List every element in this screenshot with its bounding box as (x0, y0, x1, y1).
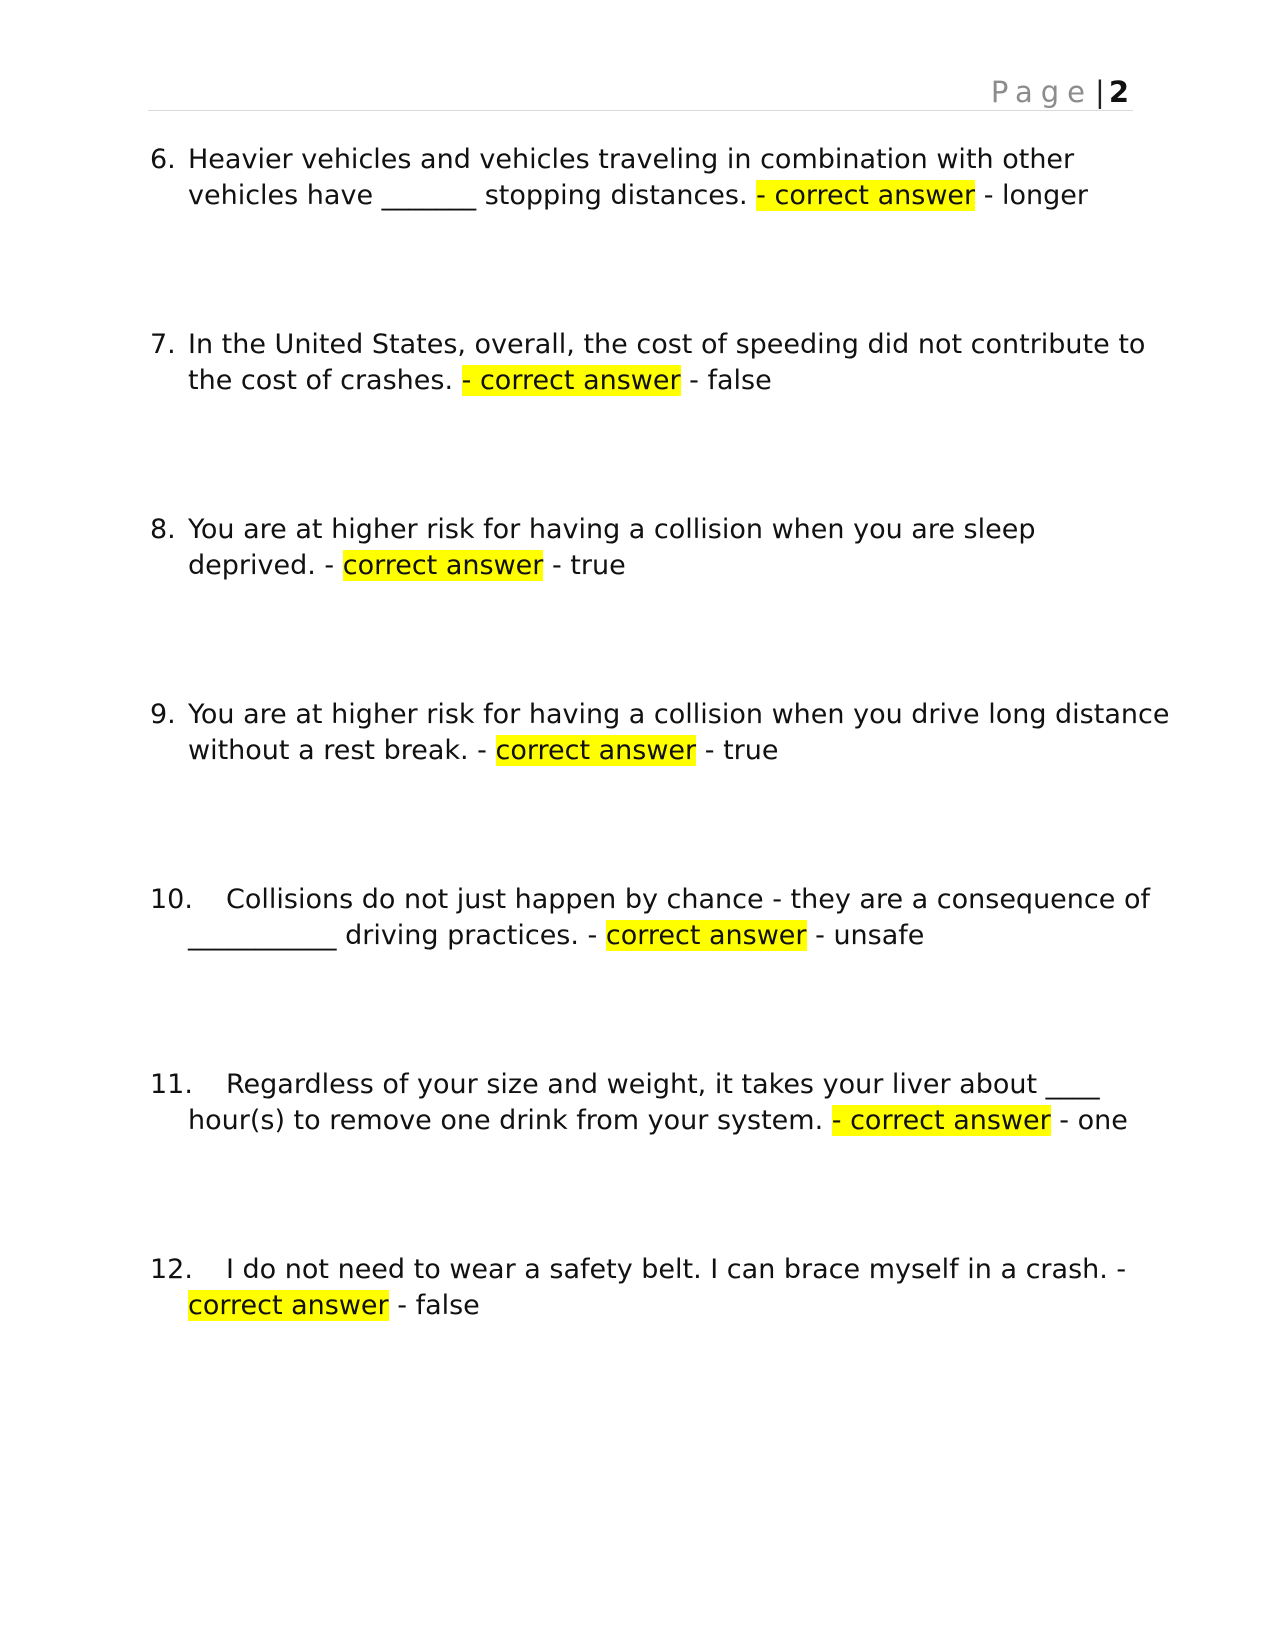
page-number: 2 (1108, 75, 1129, 109)
answer-text: - true (543, 550, 626, 581)
answer-text: - unsafe (806, 920, 925, 951)
question-number: 8. (150, 514, 176, 545)
question-7 (150, 327, 1146, 399)
answer-text: - longer (975, 180, 1089, 211)
highlight-label: correct answer (342, 550, 544, 581)
highlight-label: correct answer (495, 735, 697, 766)
question-12 (150, 1252, 1140, 1324)
question-text-line-2 (150, 548, 1140, 584)
highlight-label: - correct answer (831, 1105, 1051, 1136)
question-text-line-1: Heavier vehicles and vehicles traveling in combination with other (188, 144, 1075, 175)
page-header (148, 60, 1133, 111)
question-number: 6. (150, 144, 176, 175)
page-number-label (991, 74, 1129, 110)
question-11 (150, 1067, 1140, 1139)
answer-text: - true (696, 735, 779, 766)
answer-text: - false (388, 1290, 480, 1321)
question-text-line-1: In the United States, overall, the cost of speeding did not contribute to (188, 329, 1146, 360)
question-number: 12. (150, 1254, 193, 1285)
question-number: 7. (150, 329, 176, 360)
question-10 (150, 882, 1150, 954)
question-text-line-2 (150, 918, 1140, 954)
question-8 (150, 512, 1140, 584)
highlight-label: correct answer (188, 1290, 389, 1321)
question-text: hour(s) to remove one drink from your system. (188, 1105, 832, 1136)
question-text-line-2 (150, 1103, 1140, 1139)
question-text-line-2 (150, 733, 1140, 769)
highlight-label: correct answer (605, 920, 807, 951)
question-text-line-1: You are at higher risk for having a collision when you drive long distance (188, 699, 1170, 730)
question-text-line-1: Regardless of your size and weight, it takes your liver about ____ (226, 1069, 1100, 1100)
question-text: without a rest break. - (188, 735, 496, 766)
question-number: 11. (150, 1069, 193, 1100)
question-6 (150, 142, 1140, 214)
question-text-line-2 (150, 178, 1140, 214)
page-separator: | (1095, 75, 1105, 109)
question-text: deprived. - (188, 550, 343, 581)
question-text-line-2 (150, 1288, 1140, 1324)
question-number: 10. (150, 884, 193, 915)
highlight-label: - correct answer (461, 365, 681, 396)
highlight-label: - correct answer (756, 180, 976, 211)
answer-text: - false (680, 365, 772, 396)
question-number: 9. (150, 699, 176, 730)
question-text: ___________ driving practices. - (188, 920, 606, 951)
question-text-line-1: I do not need to wear a safety belt. I can brace myself in a crash. - (226, 1254, 1127, 1285)
question-text-line-1: Collisions do not just happen by chance - they are a consequence of (226, 884, 1150, 915)
question-text-line-1: You are at higher risk for having a collision when you are sleep (188, 514, 1036, 545)
question-text: the cost of crashes. (188, 365, 462, 396)
question-text: vehicles have _______ stopping distances. (188, 180, 757, 211)
question-text-line-2 (150, 363, 1140, 399)
page-word: Page (990, 75, 1094, 109)
question-9 (150, 697, 1170, 769)
answer-text: - one (1050, 1105, 1128, 1136)
